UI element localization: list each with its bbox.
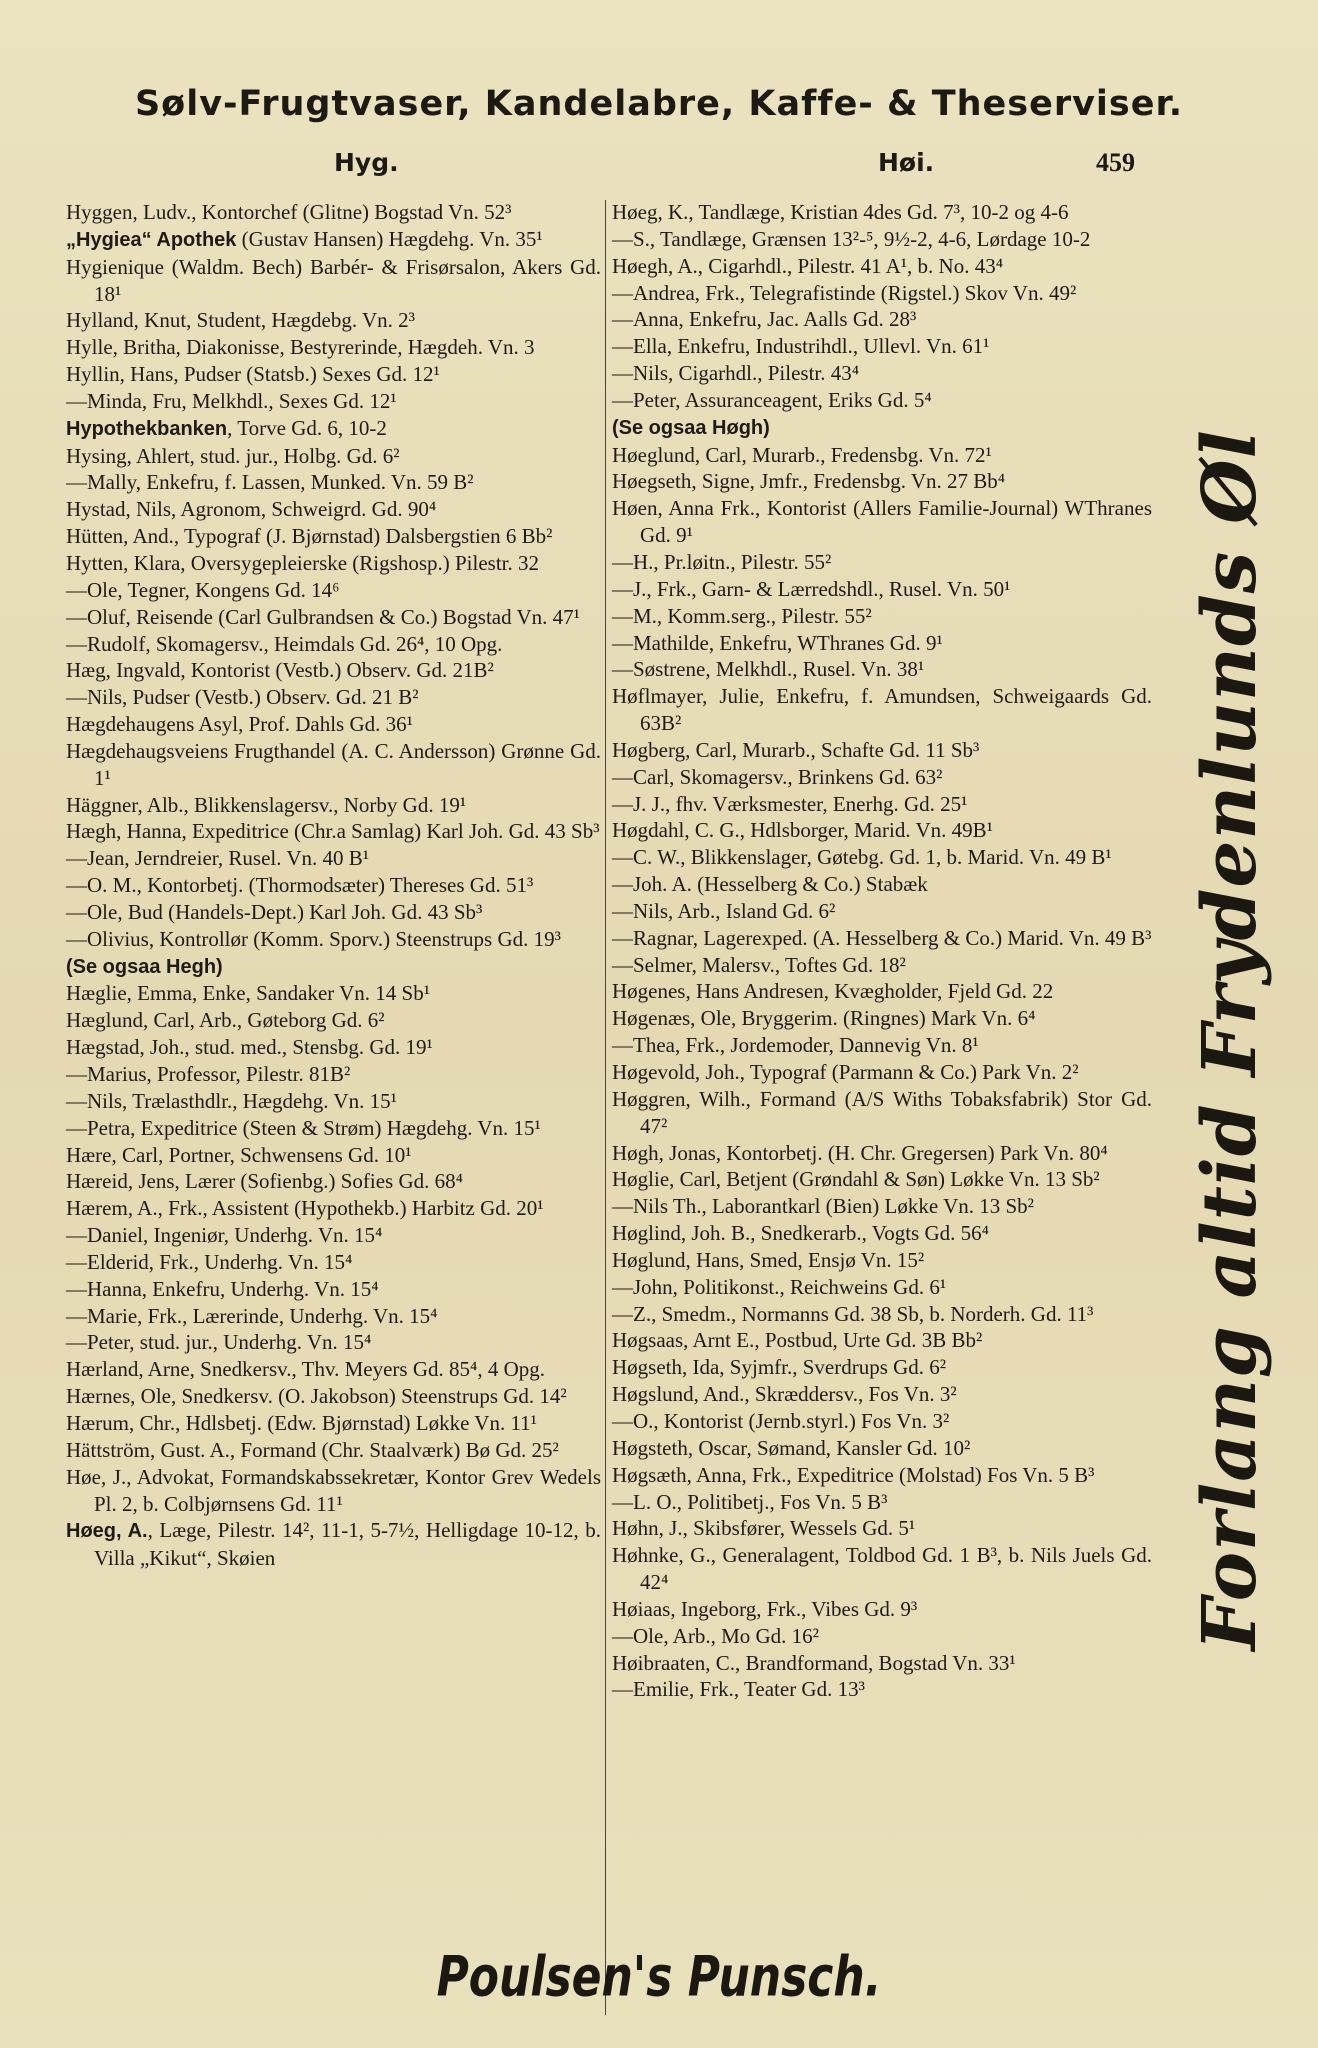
directory-entry: —Rudolf, Skomagersv., Heimdals Gd. 26⁴, 10 Opg.	[66, 631, 503, 656]
directory-entry: Høgslund, And., Skræddersv., Fos Vn. 3²	[612, 1382, 957, 1407]
directory-entry: Hylland, Knut, Student, Hægdebg. Vn. 2³	[66, 308, 415, 333]
directory-entry: —H., Pr.løitn., Pilestr. 55²	[612, 549, 832, 574]
directory-entry: —John, Politikonst., Reichweins Gd. 6¹	[612, 1274, 947, 1299]
directory-entry: Hærem, A., Frk., Assistent (Hypothekb.) Harbitz Gd. 20¹	[66, 1196, 544, 1221]
directory-entry: —L. O., Politibetj., Fos Vn. 5 B³	[612, 1489, 888, 1514]
directory-entry: —Nils, Pudser (Vestb.) Observ. Gd. 21 B²	[66, 685, 419, 710]
directory-entry: Hylle, Britha, Diakonisse, Bestyrerinde, Hægdeh. Vn. 3	[66, 335, 535, 360]
directory-entry: Høgenes, Hans Andresen, Kvægholder, Fjeld Gd. 22	[612, 979, 1054, 1004]
directory-entry: Hystad, Nils, Agronom, Schweigrd. Gd. 90⁴	[66, 497, 437, 522]
directory-entry: Hytten, Klara, Oversygepleierske (Rigshosp.) Pilestr. 32	[66, 550, 539, 575]
directory-entry: —Anna, Enkefru, Jac. Aalls Gd. 28³	[612, 307, 917, 332]
directory-entry: Høglund, Hans, Smed, Ensjø Vn. 15²	[612, 1247, 925, 1272]
directory-entry: Høgseth, Ida, Syjmfr., Sverdrups Gd. 6²	[612, 1355, 947, 1380]
directory-entry: „Hygiea“ Apothek (Gustav Hansen) Hægdehg. Vn. 35¹	[66, 226, 543, 251]
directory-entry: Hæreid, Jens, Lærer (Sofienbg.) Sofies Gd. 68⁴	[66, 1169, 463, 1194]
directory-entry: Hygienique (Waldm. Bech) Barbér- & Frisørsalon, Akers Gd. 18¹	[66, 254, 601, 306]
directory-entry: —Daniel, Ingeniør, Underhg. Vn. 15⁴	[66, 1223, 383, 1248]
directory-entry: Høe, J., Advokat, Formandskabssekretær, Kontor Grev Wedels Pl. 2, b. Colbjørnsens Gd. 11¹	[66, 1464, 601, 1516]
directory-entry: —S., Tandlæge, Grænsen 13²-⁵, 9½-2, 4-6, Lørdage 10-2	[612, 226, 1091, 251]
directory-entry: Høglind, Joh. B., Snedkerarb., Vogts Gd. 56⁴	[612, 1221, 989, 1246]
directory-entry: Hægdehaugens Asyl, Prof. Dahls Gd. 36¹	[66, 712, 413, 737]
directory-entry: Høegseth, Signe, Jmfr., Fredensbg. Vn. 27 Bb⁴	[612, 469, 1006, 494]
side-advertisement-text: Forlang altid Frydenlunds Øl	[1187, 429, 1273, 1651]
directory-entry: —J., Frk., Garn- & Lærredshdl., Rusel. Vn. 50¹	[612, 576, 1011, 601]
directory-entry: —Marie, Frk., Lærerinde, Underhg. Vn. 15⁴	[66, 1303, 438, 1328]
directory-entry: —C. W., Blikkenslager, Gøtebg. Gd. 1, b. Marid. Vn. 49 B¹	[612, 845, 1112, 870]
directory-entry: Høgevold, Joh., Typograf (Parmann & Co.) Park Vn. 2²	[612, 1060, 1079, 1084]
directory-entry: Høeg, K., Tandlæge, Kristian 4des Gd. 7³, 10-2 og 4-6	[612, 200, 1069, 224]
directory-entry: (Se ogsaa Høgh)	[612, 416, 770, 439]
directory-entry: —Olivius, Kontrollør (Komm. Sporv.) Steenstrups Gd. 19³	[66, 926, 561, 951]
directory-entry: —Mally, Enkefru, f. Lassen, Munked. Vn. 59 B²	[66, 470, 474, 495]
directory-entry: Hæglie, Emma, Enke, Sandaker Vn. 14 Sb¹	[66, 981, 431, 1006]
directory-entry: Häggner, Alb., Blikkenslagersv., Norby Gd. 19¹	[66, 792, 467, 817]
directory-entry: Hærnes, Ole, Snedkersv. (O. Jakobson) Steenstrups Gd. 14²	[66, 1384, 567, 1409]
directory-entry: Hütten, And., Typograf (J. Bjørnstad) Dalsbergstien 6 Bb²	[66, 524, 553, 549]
directory-entry: Høgberg, Carl, Murarb., Schafte Gd. 11 Sb³	[612, 737, 980, 762]
directory-entry: Hyggen, Ludv., Kontorchef (Glitne) Bogstad Vn. 52³	[66, 200, 512, 224]
bottom-advertisement: Poulsen's Punsch.	[436, 1945, 882, 2010]
directory-entry: —Nils, Cigarhdl., Pilestr. 43⁴	[612, 361, 860, 386]
header-right-guide-word: Høi.	[878, 148, 935, 177]
directory-entry: —Hanna, Enkefru, Underhg. Vn. 15⁴	[66, 1276, 379, 1301]
directory-entry: Høgsteth, Oscar, Sømand, Kansler Gd. 10²	[612, 1435, 971, 1460]
directory-entry: Høegh, A., Cigarhdl., Pilestr. 41 A¹, b. No. 43⁴	[612, 253, 1004, 278]
directory-entry: —Selmer, Malersv., Toftes Gd. 18²	[612, 952, 906, 977]
directory-entry: —Søstrene, Melkhdl., Rusel. Vn. 38¹	[612, 657, 925, 682]
directory-entry: Høgh, Jonas, Kontorbetj. (H. Chr. Gregersen) Park Vn. 80⁴	[612, 1140, 1108, 1165]
directory-entry: Høgdahl, C. G., Hdlsborger, Marid. Vn. 49B¹	[612, 818, 993, 843]
directory-entry: Høibraaten, C., Brandformand, Bogstad Vn. 33¹	[612, 1650, 1016, 1675]
directory-entry: —Ragnar, Lagerexped. (A. Hesselberg & Co.) Marid. Vn. 49 B³	[612, 925, 1152, 950]
directory-entry: Hæglund, Carl, Arb., Gøteborg Gd. 6²	[66, 1008, 385, 1033]
right-column	[612, 199, 1152, 1703]
directory-entry: —Ole, Tegner, Kongens Gd. 14⁶	[66, 577, 340, 602]
directory-entry: Høgenæs, Ole, Bryggerim. (Ringnes) Mark Vn. 6⁴	[612, 1006, 1036, 1031]
directory-entry: Høeglund, Carl, Murarb., Fredensbg. Vn. 72¹	[612, 442, 992, 467]
directory-entry: —Petra, Expeditrice (Steen & Strøm) Hægdehg. Vn. 15¹	[66, 1115, 541, 1140]
directory-entry: Høglie, Carl, Betjent (Grøndahl & Søn) Løkke Vn. 13 Sb²	[612, 1167, 1100, 1192]
directory-entry: Hättström, Gust. A., Formand (Chr. Staalværk) Bø Gd. 25²	[66, 1437, 559, 1462]
directory-entry: Høggren, Wilh., Formand (A/S Withs Tobaksfabrik) Stor Gd. 47²	[612, 1086, 1152, 1138]
directory-entry: Høeg, A., Læge, Pilestr. 14², 11-1, 5-7½, Helligdage 10-12, b. Villa „Kikut“, Skøien	[66, 1518, 601, 1571]
directory-entry: —Nils, Trælasthdlr., Hægdehg. Vn. 15¹	[66, 1088, 397, 1113]
directory-entry: Høflmayer, Julie, Enkefru, f. Amundsen, Schweigaards Gd. 63B²	[612, 684, 1152, 736]
directory-entry: Hysing, Ahlert, stud. jur., Holbg. Gd. 6²	[66, 443, 400, 468]
directory-entry: —J. J., fhv. Værksmester, Enerhg. Gd. 25¹	[612, 791, 968, 816]
directory-entry: —Carl, Skomagersv., Brinkens Gd. 63²	[612, 764, 943, 789]
directory-entry: Høgsaas, Arnt E., Postbud, Urte Gd. 3B Bb²	[612, 1328, 983, 1353]
directory-entry: —M., Komm.serg., Pilestr. 55²	[612, 603, 872, 628]
directory-entry: —Joh. A. (Hesselberg & Co.) Stabæk	[612, 872, 928, 897]
page-number: 459	[1096, 148, 1135, 177]
column-divider	[605, 200, 606, 2015]
directory-entry: —Marius, Professor, Pilestr. 81B²	[66, 1062, 351, 1086]
directory-entry: —Oluf, Reisende (Carl Gulbrandsen & Co.) Bogstad Vn. 47¹	[66, 604, 580, 629]
directory-entry: —O. M., Kontorbetj. (Thormodsæter) Thereses Gd. 51³	[66, 873, 534, 898]
left-column	[66, 199, 601, 1572]
directory-entry: Hæg, Ingvald, Kontorist (Vestb.) Observ. Gd. 21B²	[66, 658, 494, 683]
directory-entry: —Emilie, Frk., Teater Gd. 13³	[612, 1677, 865, 1702]
directory-entry: —Nils Th., Laborantkarl (Bien) Løkke Vn. 13 Sb²	[612, 1194, 1034, 1219]
directory-entry: —Peter, Assuranceagent, Eriks Gd. 5⁴	[612, 387, 932, 412]
directory-entry: —Ella, Enkefru, Industrihdl., Ullevl. Vn. 61¹	[612, 334, 990, 359]
directory-entry: Høen, Anna Frk., Kontorist (Allers Familie-Journal) WThranes Gd. 9¹	[612, 496, 1152, 548]
top-advertisement: Sølv-Frugtvaser, Kandelabre, Kaffe- & Theserviser.	[134, 84, 1184, 124]
directory-entry: Hærland, Arne, Snedkersv., Thv. Meyers Gd. 85⁴, 4 Opg.	[66, 1357, 545, 1382]
directory-entry: Høgsæth, Anna, Frk., Expeditrice (Molstad) Fos Vn. 5 B³	[612, 1462, 1095, 1487]
directory-entry: —Andrea, Frk., Telegrafistinde (Rigstel.) Skov Vn. 49²	[612, 280, 1077, 305]
directory-entry: Høhnke, G., Generalagent, Toldbod Gd. 1 B³, b. Nils Juels Gd. 42⁴	[612, 1543, 1152, 1595]
directory-entry: Høiaas, Ingeborg, Frk., Vibes Gd. 9³	[612, 1596, 918, 1621]
directory-entry: —Mathilde, Enkefru, WThranes Gd. 9¹	[612, 630, 943, 655]
directory-entry: Hærum, Chr., Hdlsbetj. (Edw. Bjørnstad) Løkke Vn. 11¹	[66, 1410, 537, 1435]
directory-entry: Hyllin, Hans, Pudser (Statsb.) Sexes Gd. 12¹	[66, 362, 440, 387]
directory-entry: —Z., Smedm., Normanns Gd. 38 Sb, b. Norderh. Gd. 11³	[612, 1301, 1094, 1326]
directory-entry: —Minda, Fru, Melkhdl., Sexes Gd. 12¹	[66, 388, 397, 413]
directory-entry: —Thea, Frk., Jordemoder, Dannevig Vn. 8¹	[612, 1033, 979, 1058]
directory-entry: —Jean, Jerndreier, Rusel. Vn. 40 B¹	[66, 846, 370, 871]
directory-entry: —Peter, stud. jur., Underhg. Vn. 15⁴	[66, 1330, 372, 1355]
directory-entry: —Elderid, Frk., Underhg. Vn. 15⁴	[66, 1249, 353, 1274]
directory-entry: Hære, Carl, Portner, Schwensens Gd. 10¹	[66, 1142, 412, 1167]
directory-entry: Hægdehaugsveiens Frugthandel (A. C. Andersson) Grønne Gd. 1¹	[66, 738, 601, 790]
directory-entry: —O., Kontorist (Jernb.styrl.) Fos Vn. 3²	[612, 1408, 950, 1433]
directory-entry: —Ole, Bud (Handels-Dept.) Karl Joh. Gd. 43 Sb³	[66, 899, 483, 924]
directory-entry: Høhn, J., Skibsfører, Wessels Gd. 5¹	[612, 1516, 916, 1541]
directory-entry: Hypothekbanken, Torve Gd. 6, 10-2	[66, 415, 387, 440]
directory-entry: —Ole, Arb., Mo Gd. 16²	[612, 1623, 819, 1648]
directory-entry: Hægstad, Joh., stud. med., Stensbg. Gd. 19¹	[66, 1035, 433, 1060]
directory-entry: (Se ogsaa Hegh)	[66, 955, 223, 978]
directory-entry: —Nils, Arb., Island Gd. 6²	[612, 898, 836, 923]
header-left-guide-word: Hyg.	[334, 148, 399, 177]
directory-entry: Hægh, Hanna, Expeditrice (Chr.a Samlag) Karl Joh. Gd. 43 Sb³	[66, 819, 600, 844]
